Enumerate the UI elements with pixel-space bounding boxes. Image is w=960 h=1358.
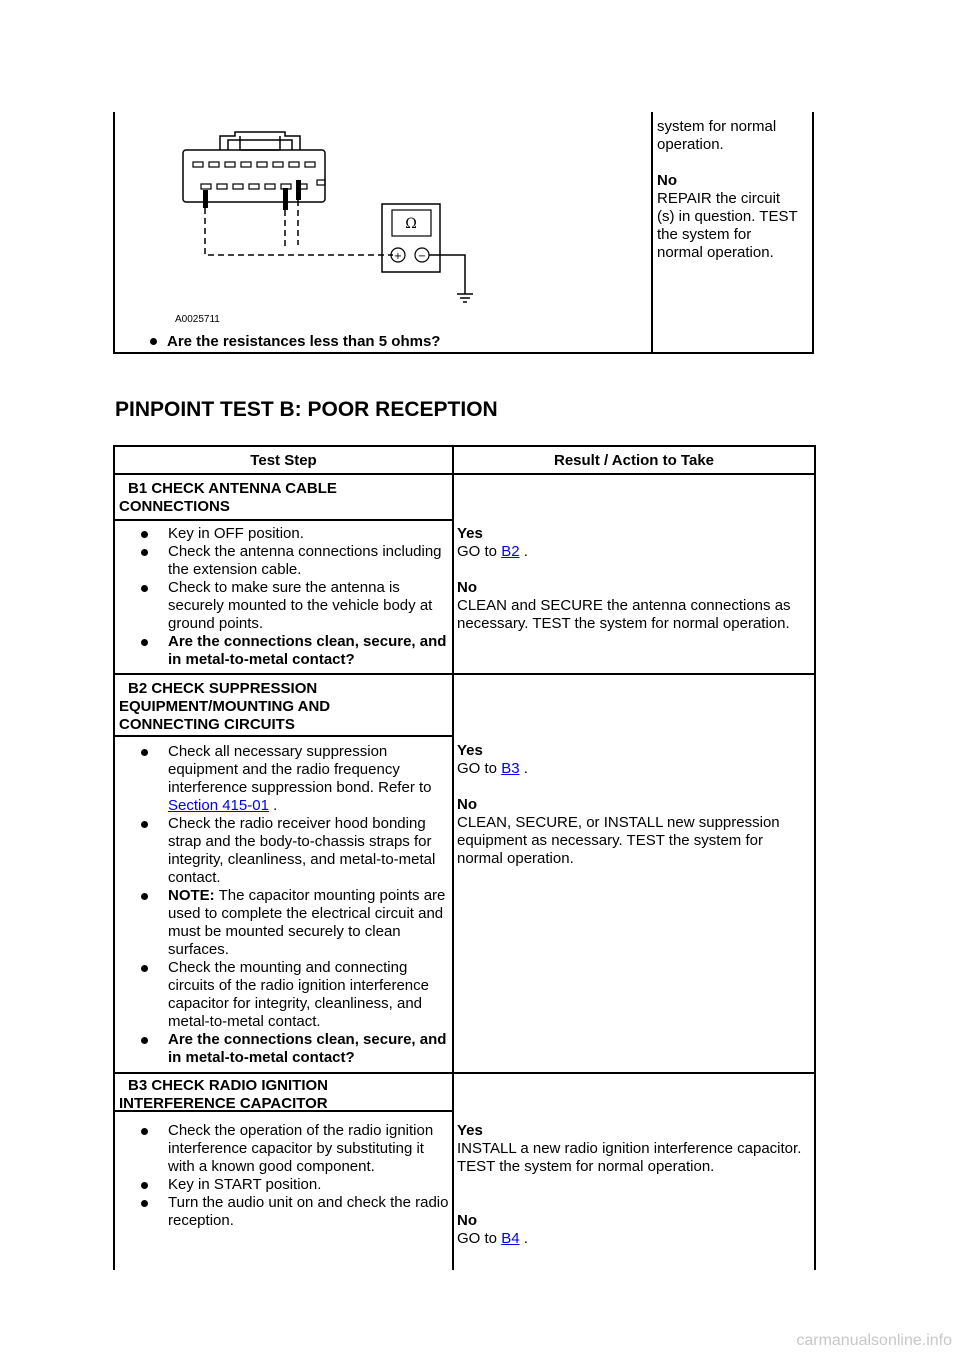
row-separator [113,673,816,675]
ground-icon [429,255,473,302]
note-label: NOTE: [168,887,215,904]
table-border-top [113,445,816,447]
link-b3[interactable]: B3 [501,760,520,777]
column-header-test-step: Test Step [250,452,317,469]
list-item-text: Key in OFF position. [168,525,304,542]
step-title-b2 [119,680,330,734]
bullet-icon [141,585,148,592]
no-label: No [457,1212,477,1229]
bullet-icon [141,893,148,900]
bullet-icon [141,749,148,756]
list-item-question: Are the connections clean, secure, and in metal-to-metal contact? [168,633,447,668]
step-title-line: CONNECTING CIRCUITS [119,716,295,733]
list-item [116,525,451,543]
step-list-b3 [116,1122,451,1230]
bullet-icon [141,549,148,556]
no-action-text: CLEAN and SECURE the antenna connections as necessary. TEST the system for normal operation. [457,597,791,632]
ohm-symbol: Ω [405,216,417,232]
go-to-text: GO to [457,1230,498,1247]
link-b4[interactable]: B4 [501,1230,520,1247]
step-list-b2 [116,743,451,1067]
continuation-result-cell [657,118,813,262]
yes-label: Yes [457,525,483,542]
bullet-icon [141,821,148,828]
table-border-right [814,445,816,1270]
bullet-icon [141,965,148,972]
no-line: REPAIR the circuit [657,190,781,207]
step-title-line: INTERFERENCE CAPACITOR [119,1095,328,1112]
list-item-text: Check the antenna connections including the extension cable. [168,543,442,578]
no-label: No [457,579,477,596]
list-item: Check all necessary suppression equipment and the radio frequency interference suppression bond. Refer to Section 415-01 . [116,743,451,815]
link-b2[interactable]: B2 [501,543,520,560]
yes-label: Yes [457,742,483,759]
step-title-b3 [119,1077,328,1113]
continuation-divider [651,112,653,354]
list-item-text: Turn the audio unit on and check the radio reception. [168,1194,449,1229]
step-list-b1 [116,525,451,669]
list-item-text: Check the mounting and connecting circuits of the radio ignition interference capacitor for integrity, cleanliness, and metal-to-metal contact. [168,959,429,1030]
list-item [116,959,451,1031]
go-to-text: GO to [457,760,498,777]
list-item [116,1122,451,1176]
no-label: No [657,172,677,189]
yes-label: Yes [457,1122,483,1139]
watermark: carmanualsonline.info [796,1332,952,1349]
bullet-icon [141,1200,148,1207]
list-item-text: Check the radio receiver hood bonding strap and the body-to-chassis straps for integrity, cleanliness, and metal-to-metal contact. [168,815,436,886]
step-title-line: B1 CHECK ANTENNA CABLE [128,480,337,497]
step-title-line: EQUIPMENT/MOUNTING AND [119,698,331,715]
list-item [116,579,451,633]
yes-action-text: INSTALL a new radio ignition interference capacitor. TEST the system for normal operation. [457,1140,802,1175]
list-item-text: Check all necessary suppression equipment and the radio frequency interference suppression bond. Refer to [168,743,432,796]
list-item-text: Check the operation of the radio ignition interference capacitor by substituting it with a known good component. [168,1122,434,1175]
no-label: No [457,796,477,813]
bullet-icon [141,1037,148,1044]
result-b2: Yes GO to B3 . No CLEAN, SECURE, or INSTALL new suppression equipment as necessary. TEST the system for normal operation. [457,742,812,868]
minus-symbol: − [417,251,427,262]
no-line: (s) in question. TEST [657,208,798,225]
result-line: operation. [657,136,724,153]
list-item [116,1176,451,1194]
test-lead-dashed [205,200,393,255]
no-action-text: CLEAN, SECURE, or INSTALL new suppression equipment as necessary. TEST the system for normal operation. [457,814,780,867]
no-line: the system for [657,226,752,243]
bullet-icon [150,338,157,345]
link-section-415-01[interactable]: Section 415-01 [168,797,269,814]
bullet-icon [141,531,148,538]
step-title-separator [113,519,453,521]
step-title-line: B2 CHECK SUPPRESSION [128,680,318,697]
bullet-icon [141,639,148,646]
list-item-text: Key in START position. [168,1176,322,1193]
bullet-icon [141,1128,148,1135]
column-header-result: Result / Action to Take [553,452,715,469]
step-title-b1 [119,480,337,516]
list-item [116,1194,451,1230]
list-item-question: Are the connections clean, secure, and in metal-to-metal contact? [168,1031,447,1066]
diagram-label: A0025711 [175,314,220,325]
ohmmeter-icon [382,204,440,272]
resistance-question [150,333,440,350]
page-title: PINPOINT TEST B: POOR RECEPTION [115,398,498,421]
list-item-text: The capacitor mounting points are used to complete the electrical circuit and must be mounted securely to clean surfaces. [168,887,446,958]
list-item [116,633,451,669]
step-title-separator [113,735,453,737]
connector-ohmmeter-diagram [165,128,495,328]
question-text: Are the resistances less than 5 ohms? [167,333,441,350]
go-to-text: GO to [457,543,498,560]
no-line: normal operation. [657,244,774,261]
list-item [116,1031,451,1067]
list-item [116,887,451,959]
row-separator [113,1072,816,1074]
list-item [116,543,451,579]
list-item [116,815,451,887]
plus-symbol: + [393,251,403,262]
step-title-line: CONNECTIONS [119,498,230,515]
step-title-line: B3 CHECK RADIO IGNITION [128,1077,329,1094]
result-b1: Yes GO to B2 . No CLEAN and SECURE the antenna connections as necessary. TEST the system for normal operation. [457,525,809,633]
bullet-icon [141,1182,148,1189]
result-line: system for normal [657,118,777,135]
table-column-divider [452,445,454,1270]
table-header-border [113,473,816,475]
table-border-left [113,445,115,1270]
list-item-text: Check to make sure the antenna is securely mounted to the vehicle body at ground points. [168,579,433,632]
result-b3: Yes INSTALL a new radio ignition interference capacitor. TEST the system for normal operation. No GO to B4 . [457,1122,812,1248]
